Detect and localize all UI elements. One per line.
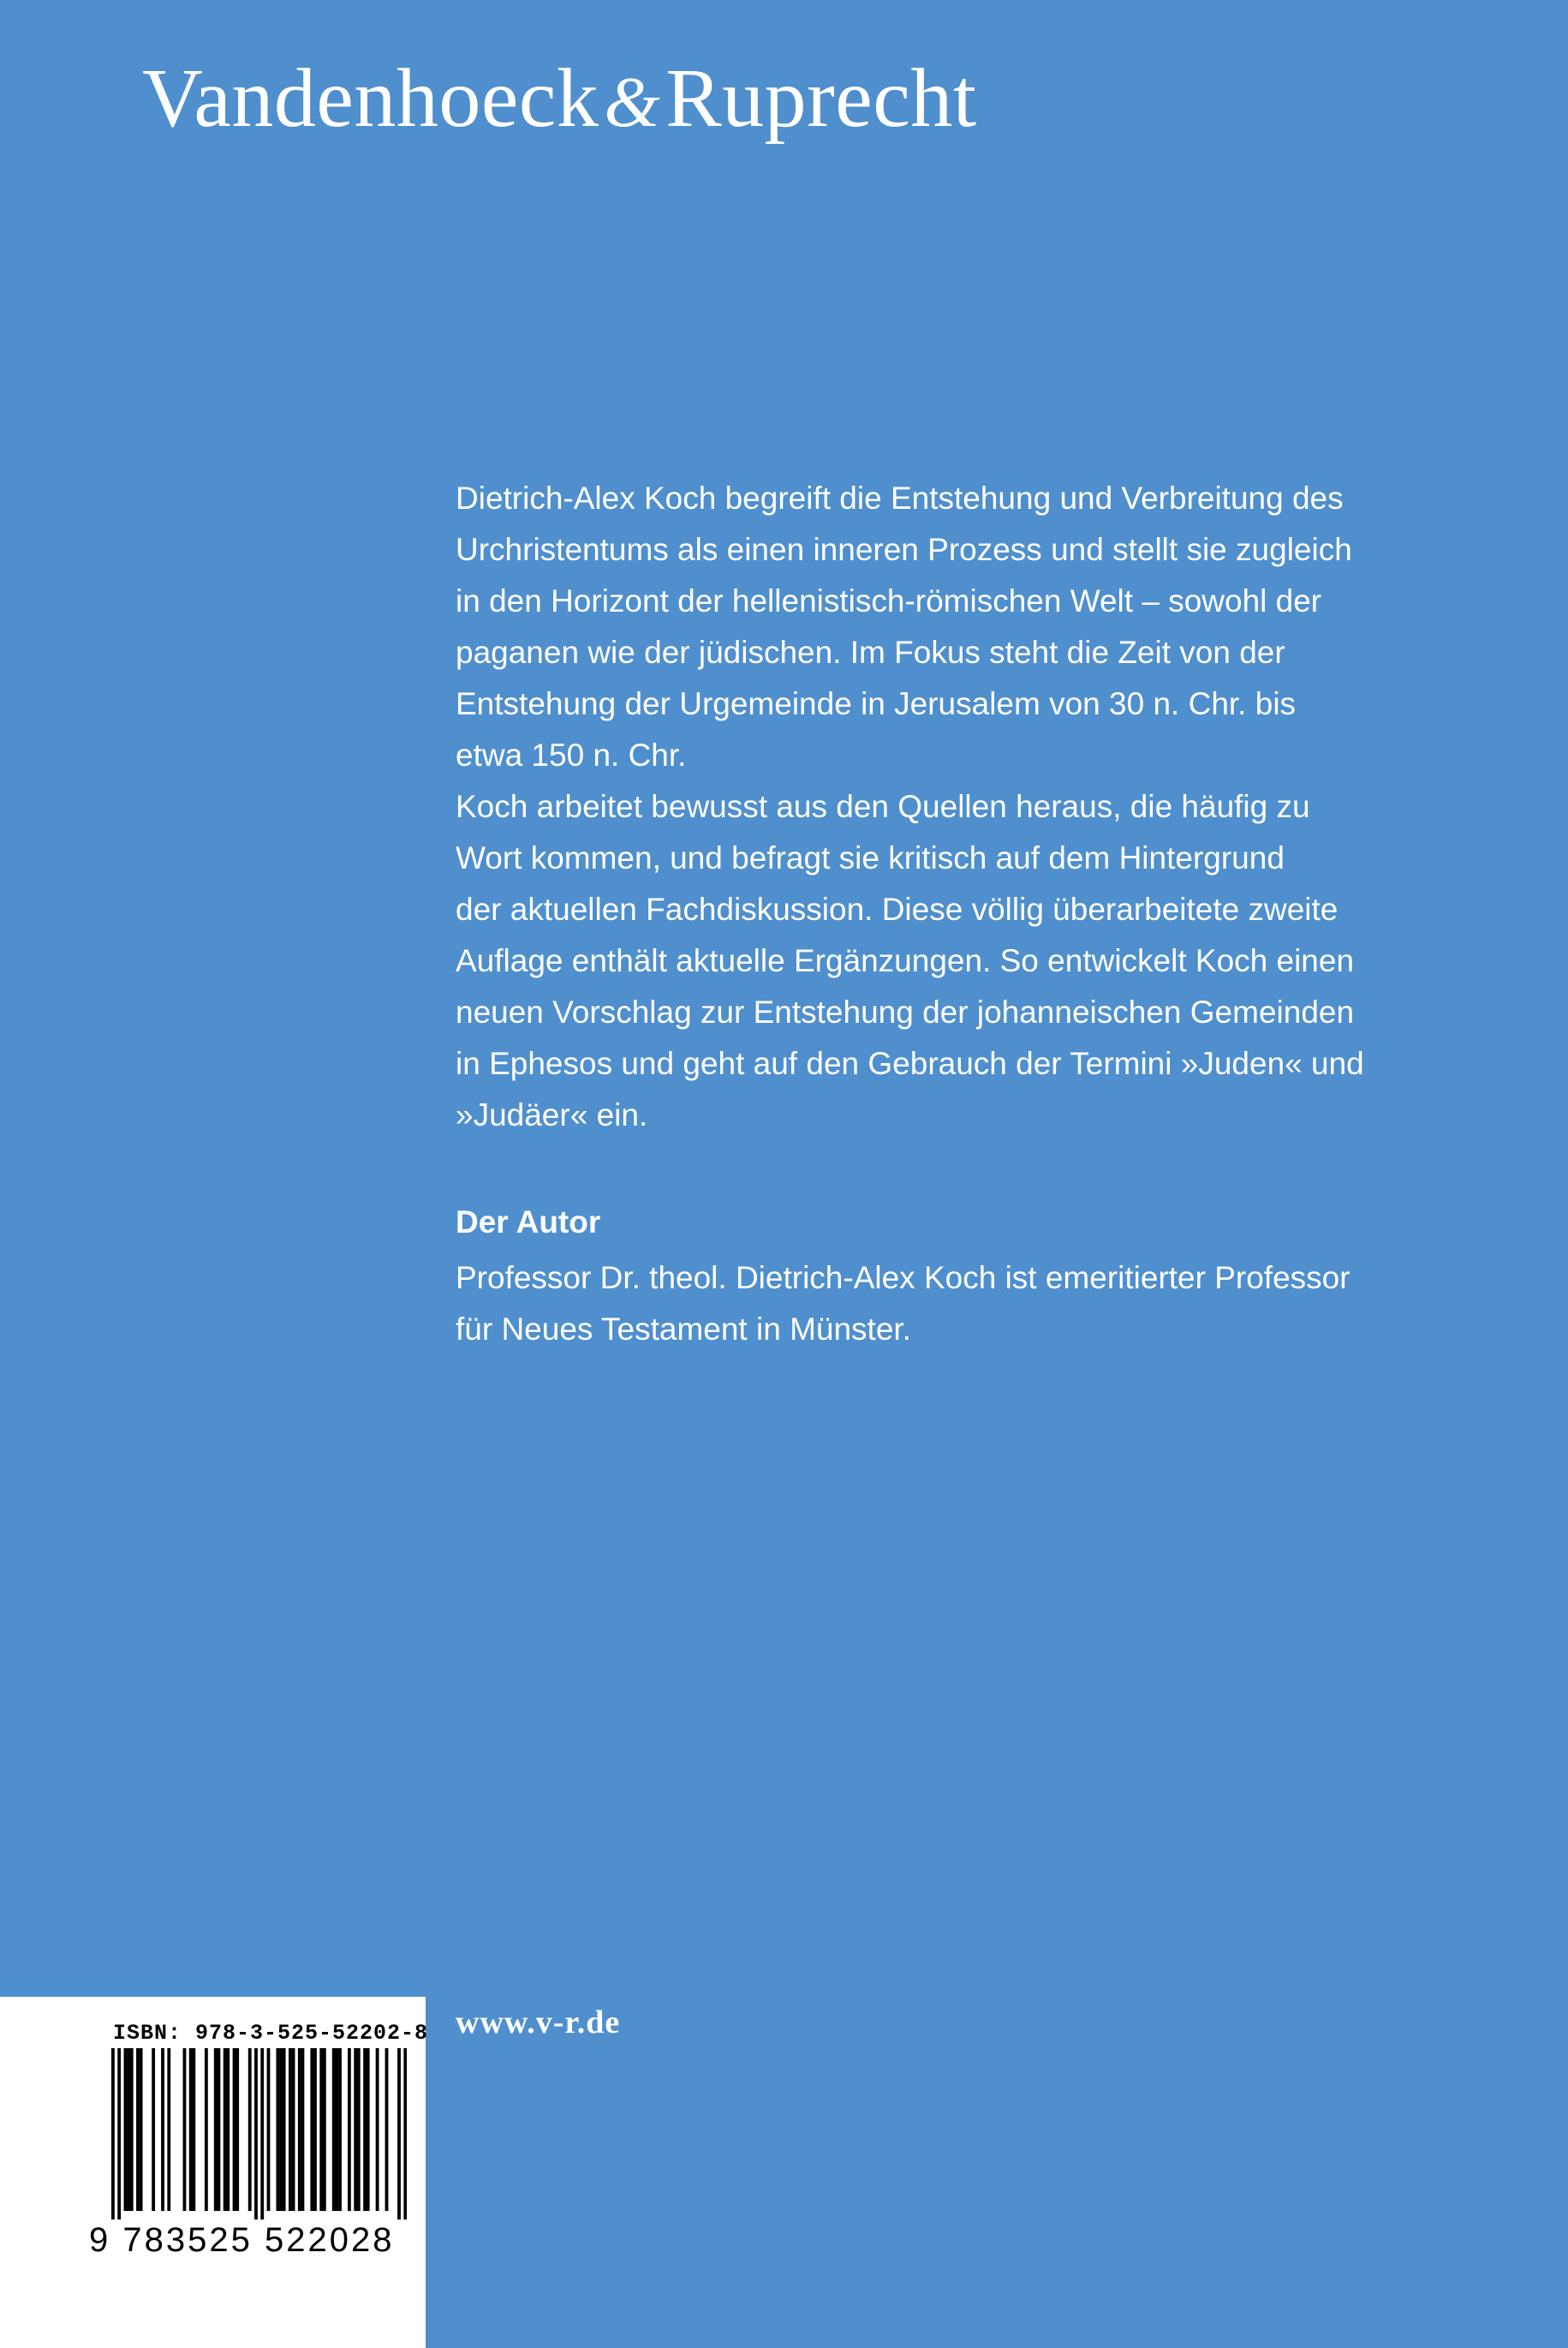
barcode-bar bbox=[376, 2048, 379, 2211]
barcode-bar bbox=[189, 2048, 193, 2211]
barcode-bar bbox=[260, 2048, 264, 2220]
barcode-bar bbox=[167, 2048, 170, 2211]
barcode-bar bbox=[248, 2048, 252, 2211]
blurb-line: »Judäer« ein. bbox=[456, 1097, 648, 1132]
barcode-bar bbox=[183, 2048, 187, 2211]
author-heading: Der Autor bbox=[456, 1204, 601, 1240]
barcode-bar bbox=[214, 2048, 218, 2211]
ean-right-group: 522028 bbox=[264, 2221, 395, 2259]
barcode-bar bbox=[267, 2048, 271, 2211]
publisher-name-part1: Vandenhoeck bbox=[142, 52, 599, 145]
barcode-bar bbox=[298, 2048, 301, 2211]
publisher-website: www.v-r.de bbox=[456, 2004, 621, 2040]
barcode-bar bbox=[289, 2048, 292, 2211]
barcode-bar bbox=[124, 2048, 128, 2211]
barcode-bar bbox=[276, 2048, 279, 2211]
ean-first-digit: 9 bbox=[89, 2221, 111, 2259]
blurb-line: Auflage enthält aktuelle Ergänzungen. So entwickelt Koch einen bbox=[456, 943, 1355, 978]
barcode-bar bbox=[335, 2048, 338, 2211]
barcode-bar bbox=[233, 2048, 236, 2211]
barcode-bar bbox=[226, 2048, 230, 2211]
barcode-bar bbox=[130, 2048, 134, 2211]
ean-digits bbox=[89, 2221, 394, 2260]
barcode-bar bbox=[117, 2048, 121, 2220]
barcode-bar bbox=[254, 2048, 258, 2220]
barcode-bar bbox=[323, 2048, 326, 2211]
blurb-line: der aktuellen Fachdiskussion. Diese völlig überarbeitete zweite bbox=[456, 892, 1338, 927]
barcode-bar bbox=[205, 2048, 208, 2211]
barcode-bar bbox=[192, 2048, 195, 2211]
publisher-name-part2: Ruprecht bbox=[665, 52, 977, 145]
barcode-bar bbox=[152, 2048, 155, 2211]
barcode-bar bbox=[354, 2048, 357, 2211]
barcode-bar bbox=[332, 2048, 336, 2211]
barcode-bar bbox=[161, 2048, 164, 2211]
author-bio bbox=[456, 1252, 1483, 1355]
blurb-line: Wort kommen, und befragt sie kritisch auf dem Hintergrund bbox=[456, 840, 1285, 875]
barcode-bar bbox=[310, 2048, 313, 2211]
blurb-line: Koch arbeitet bewusst aus den Quellen heraus, die häufig zu bbox=[456, 789, 1310, 824]
barcode-bar bbox=[367, 2048, 370, 2211]
barcode-box bbox=[0, 1997, 429, 2348]
barcode-bar bbox=[348, 2048, 351, 2211]
barcode-bar bbox=[127, 2048, 130, 2211]
barcode-bar bbox=[140, 2048, 143, 2211]
barcode-bar bbox=[283, 2048, 286, 2211]
barcode-bar bbox=[363, 2048, 367, 2211]
blurb-line: Dietrich-Alex Koch begreift die Entstehung und Verbreitung des bbox=[456, 481, 1344, 516]
barcode-bar bbox=[313, 2048, 317, 2211]
barcode-bar bbox=[403, 2048, 407, 2220]
barcode-bar bbox=[136, 2048, 140, 2211]
blurb-paragraph-2 bbox=[456, 781, 1449, 1141]
publisher-ampersand: & bbox=[604, 63, 661, 142]
barcode-bar bbox=[279, 2048, 283, 2211]
blurb-line: in den Horizont der hellenistisch-römischen Welt – sowohl der bbox=[456, 583, 1322, 618]
blurb-line: paganen wie der jüdischen. Im Fokus steht die Zeit von der bbox=[456, 635, 1285, 670]
blurb-line: in Ephesos und geht auf den Gebrauch der Termini »Juden« und bbox=[456, 1046, 1364, 1081]
blurb bbox=[456, 473, 1449, 1141]
barcode-bar bbox=[224, 2048, 227, 2211]
blurb-line: neuen Vorschlag zur Entstehung der johanneischen Gemeinden bbox=[456, 995, 1355, 1030]
publisher-logo bbox=[142, 52, 977, 145]
blurb-line: Entstehung der Urgemeinde in Jerusalem von 30 n. Chr. bis bbox=[456, 686, 1297, 721]
ean-left-group: 783525 bbox=[122, 2221, 253, 2259]
barcode-bar bbox=[357, 2048, 361, 2211]
author-bio-line: für Neues Testament in Münster. bbox=[456, 1311, 911, 1347]
barcode-bar bbox=[235, 2048, 239, 2211]
blurb-line: Urchristentums als einen inneren Prozess und stellt sie zugleich bbox=[456, 532, 1352, 567]
barcode-bar bbox=[217, 2048, 220, 2211]
author-bio-line: Professor Dr. theol. Dietrich-Alex Koch ist emeritierter Professor bbox=[456, 1260, 1350, 1295]
blurb-paragraph-1 bbox=[456, 473, 1449, 781]
barcode-bar bbox=[385, 2048, 389, 2211]
barcode-bar bbox=[301, 2048, 305, 2211]
barcode-bar bbox=[397, 2048, 401, 2220]
barcode-bar bbox=[111, 2048, 115, 2220]
barcode-bars bbox=[111, 2048, 407, 2220]
barcode-bar bbox=[338, 2048, 342, 2211]
barcode-bar bbox=[319, 2048, 323, 2211]
blurb-line: etwa 150 n. Chr. bbox=[456, 738, 687, 773]
isbn-label: ISBN: 978-3-525-52202-8 bbox=[113, 2021, 429, 2046]
barcode-bar bbox=[292, 2048, 295, 2211]
